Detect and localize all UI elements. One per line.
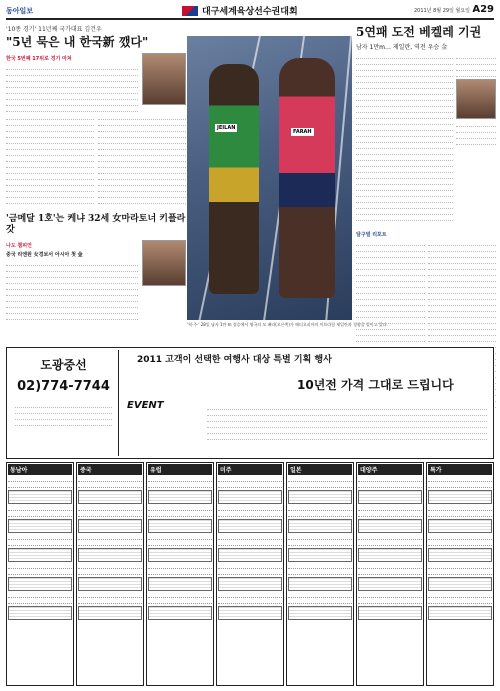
right-section-tag: 달구벌 리포트 — [356, 232, 387, 238]
ad-event-label: EVENT — [127, 400, 164, 411]
ad-brand-box — [9, 350, 119, 456]
classified-column — [216, 462, 284, 686]
left-article — [6, 24, 186, 320]
marathoner-portrait — [142, 240, 186, 286]
newspaper-name: 동아일보 — [6, 7, 34, 15]
classified-head: 대양주 — [358, 464, 422, 475]
section-banner — [176, 4, 304, 17]
classified-column — [146, 462, 214, 686]
section2-tag: 나도 챔피언 — [6, 243, 32, 249]
right-subhead: 남자 1만m… 제일란, 역전 우승 金 — [356, 44, 448, 51]
section2-headline: '금메달 1호'는 케냐 32세 女마라토너 키플라갓 — [6, 214, 186, 235]
travel-advertisement — [6, 347, 494, 459]
classified-head: 중국 — [78, 464, 142, 475]
athlete-portrait — [142, 53, 186, 105]
classified-head: 동남아 — [8, 464, 72, 475]
right-headline: 5연패 도전 베켈레 기권 — [356, 25, 482, 39]
classified-column — [286, 462, 354, 686]
classifieds-grid — [6, 462, 494, 686]
section2-byline: 중국 리엔원 女경보서 아시아 첫 金 — [6, 252, 83, 258]
classified-column — [426, 462, 494, 686]
classified-head: 유럽 — [148, 464, 212, 475]
classified-column — [356, 462, 424, 686]
bib-left: JEILAN — [217, 125, 236, 131]
race-photo — [187, 36, 352, 320]
ad-brand: 도광중선 — [40, 358, 87, 372]
issue-date: 2011년 8월 29일 월요일 — [413, 8, 470, 14]
article-byline: 한국 5번째 17위로 경기 마쳐 — [6, 56, 72, 62]
classified-head: 특가 — [428, 464, 492, 475]
bekele-portrait — [456, 79, 496, 119]
page-header — [6, 4, 494, 20]
page-number: A29 — [472, 4, 494, 15]
bib-right: FARAH — [293, 129, 312, 135]
classified-column — [6, 462, 74, 686]
banner-text: 대구세계육상선수권대회 — [202, 7, 298, 17]
photo-caption: '역·주·' 28일 남자 1만 m 결승에서 영국의 모 패라(오른쪽)가 에티오피아의 이브라힘 제일란과 경합을 벌이고 있다. — [187, 322, 388, 327]
classified-head: 일본 — [288, 464, 352, 475]
article-kicker: '10종 경기' 11년째 국가대표 김건우 — [6, 26, 102, 33]
runner-left — [209, 64, 259, 294]
ad-event-title: 2011 고객이 선택한 여행사 대상 특별 기획 행사 — [137, 355, 332, 365]
ad-promo-list — [207, 404, 487, 440]
runner-right — [279, 58, 335, 298]
flag-icon — [182, 6, 198, 16]
ad-price-banner: 10년전 가격 그대로 드립니다 — [297, 378, 454, 392]
article-headline: "5년 묵은 내 한국新 깼다" — [6, 35, 149, 49]
classified-head: 미주 — [218, 464, 282, 475]
ad-phone: 02)774-7744 — [17, 379, 110, 394]
classified-column — [76, 462, 144, 686]
